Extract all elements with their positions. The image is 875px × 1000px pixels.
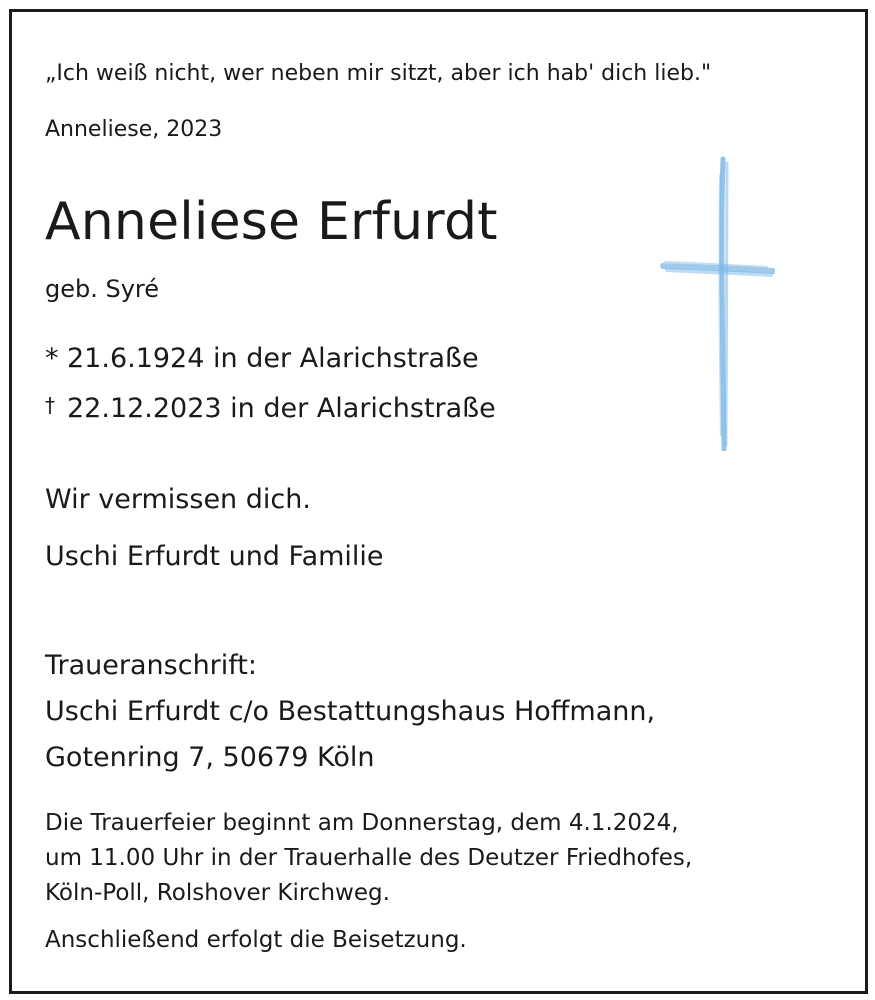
birth-date-place: 21.6.1924 in der Alarichstraße [67, 343, 479, 374]
address-line-1: Uschi Erfurdt c/o Bestattungshaus Hoffmann, [45, 696, 656, 727]
death-line [45, 393, 496, 424]
death-date-place: 22.12.2023 in der Alarichstraße [67, 393, 496, 424]
quote-source: Anneliese, 2023 [45, 117, 223, 142]
burial-note: Anschließend erfolgt die Beisetzung. [45, 927, 467, 953]
service-line-2: um 11.00 Uhr in der Trauerhalle des Deutzer Friedhofes, [45, 845, 693, 871]
address-label: Traueranschrift: [45, 650, 257, 681]
farewell-message: Wir vermissen dich. [45, 484, 311, 515]
mourners-signature: Uschi Erfurdt und Familie [45, 541, 384, 572]
death-symbol: † [45, 393, 55, 417]
address-line-2: Gotenring 7, 50679 Köln [45, 742, 375, 773]
service-line-1: Die Trauerfeier beginnt am Donnerstag, dem 4.1.2024, [45, 810, 679, 836]
watercolor-cross-icon [657, 155, 775, 451]
memorial-quote: „Ich weiß nicht, wer neben mir sitzt, aber ich hab' dich lieb." [45, 61, 712, 86]
maiden-name: geb. Syré [45, 275, 160, 303]
birth-line [45, 343, 479, 374]
service-line-3: Köln-Poll, Rolshover Kirchweg. [45, 880, 390, 906]
obituary-notice [9, 9, 868, 994]
birth-symbol: * [45, 343, 59, 374]
deceased-name: Anneliese Erfurdt [45, 192, 498, 252]
mourning-address [45, 643, 655, 781]
funeral-service-info [45, 806, 692, 911]
